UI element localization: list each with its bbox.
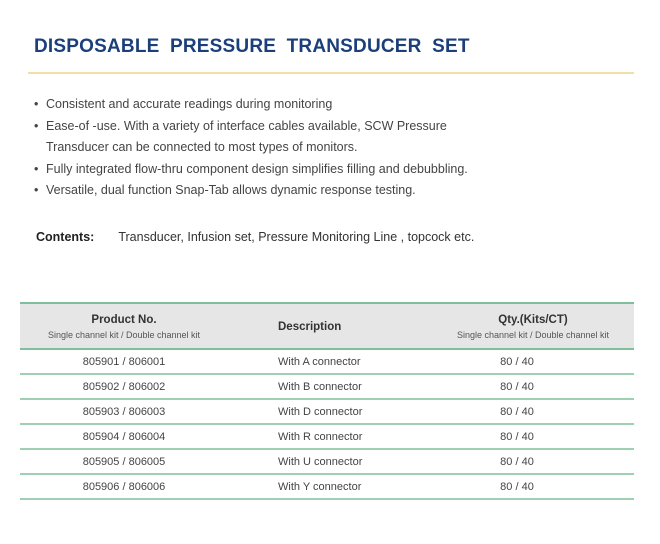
header-qty-sub: Single channel kit / Double channel kit <box>456 330 610 340</box>
feature-text-continuation: Transducer can be connected to most types of monitors. <box>46 140 358 154</box>
feature-item <box>32 116 622 159</box>
cell-product-no: 805901 / 806001 <box>20 349 228 374</box>
header-product-no-sub: Single channel kit / Double channel kit <box>47 330 201 340</box>
cell-product-no: 805904 / 806004 <box>20 424 228 449</box>
feature-text: Versatile, dual function Snap-Tab allows dynamic response testing. <box>46 183 416 197</box>
table-row <box>20 474 634 499</box>
table-row <box>20 424 634 449</box>
cell-description: With B connector <box>228 374 432 399</box>
cell-qty: 80 / 40 <box>432 424 634 449</box>
table-header-row <box>20 303 634 349</box>
cell-qty: 80 / 40 <box>432 474 634 499</box>
contents-label: Contents: <box>36 230 95 244</box>
cell-description: With R connector <box>228 424 432 449</box>
cell-description: With Y connector <box>228 474 432 499</box>
product-table <box>20 302 634 500</box>
table-row <box>20 399 634 424</box>
feature-item <box>32 94 622 116</box>
cell-description: With D connector <box>228 399 432 424</box>
header-qty <box>432 303 634 349</box>
table-row <box>20 374 634 399</box>
product-table-container <box>20 302 634 500</box>
cell-product-no: 805902 / 806002 <box>20 374 228 399</box>
cell-product-no: 805905 / 806005 <box>20 449 228 474</box>
cell-description: With U connector <box>228 449 432 474</box>
feature-list <box>32 94 622 202</box>
contents-line <box>36 230 474 244</box>
cell-qty: 80 / 40 <box>432 374 634 399</box>
page-title: DISPOSABLE PRESSURE TRANSDUCER SET <box>34 36 470 57</box>
cell-qty: 80 / 40 <box>432 449 634 474</box>
feature-text: Ease-of -use. With a variety of interface cables available, SCW Pressure <box>46 118 447 133</box>
cell-description: With A connector <box>228 349 432 374</box>
header-product-no <box>20 303 228 349</box>
cell-qty: 80 / 40 <box>432 349 634 374</box>
cell-qty: 80 / 40 <box>432 399 634 424</box>
header-qty-label: Qty.(Kits/CT) <box>498 314 568 326</box>
table-row <box>20 449 634 474</box>
cell-product-no: 805903 / 806003 <box>20 399 228 424</box>
feature-item <box>32 180 622 202</box>
header-description-label: Description <box>278 321 342 333</box>
cell-product-no: 805906 / 806006 <box>20 474 228 499</box>
header-description <box>228 303 432 349</box>
feature-text: Consistent and accurate readings during monitoring <box>46 97 333 111</box>
header-product-no-label: Product No. <box>91 314 157 326</box>
feature-text: Fully integrated flow-thru component design simplifies filling and debubbling. <box>46 161 468 176</box>
table-row <box>20 349 634 374</box>
contents-value: Transducer, Infusion set, Pressure Monitoring Line , topcock etc. <box>118 230 475 244</box>
title-divider <box>28 72 634 74</box>
feature-item <box>32 159 622 181</box>
